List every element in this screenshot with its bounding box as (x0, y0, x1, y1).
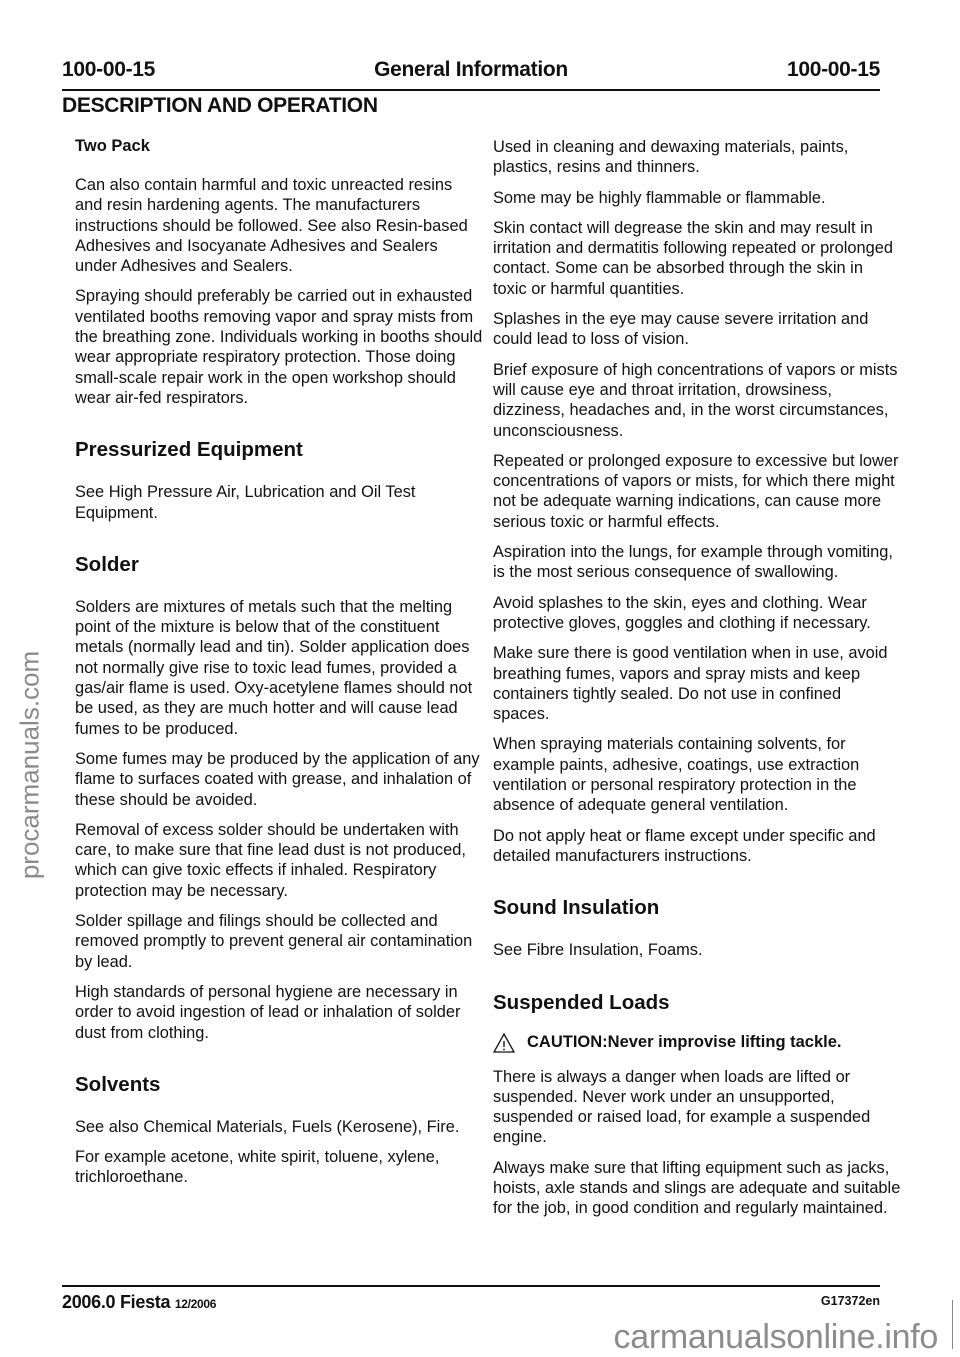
paragraph: Used in cleaning and dewaxing materials, paints, plastics, resins and thinners. (493, 138, 849, 177)
paragraph: Do not apply heat or flame except under specific and detailed manufacturers instructions. (493, 826, 876, 865)
paragraph: Removal of excess solder should be undertaken with care, to make sure that fine lead dust is not produced, which can give toxic effects if inhaled. Respiratory protection may be necessary. (75, 820, 466, 900)
paragraph: Spraying should preferably be carried out in exhausted ventilated booths removing vapor and spray mists from the breathing zone. Individuals working in booths should wear appropriate respiratory protection. Those doing small-scale repair work in the open workshop should wear air-fed respirators. (75, 287, 483, 407)
caution-notice (493, 1033, 901, 1053)
paragraph: Solder spillage and filings should be collected and removed promptly to prevent general air contamination by lead. (75, 912, 473, 971)
paragraph: Aspiration into the lungs, for example through vomiting, is the most serious consequence of swallowing. (493, 543, 893, 582)
paragraph: Some fumes may be produced by the application of any flame to surfaces coated with grease, and inhalation of these should be avoided. (75, 749, 480, 809)
header-title: General Information (374, 58, 568, 81)
paragraph: Some may be highly flammable or flammable. (493, 188, 826, 207)
footer-rule (62, 1285, 880, 1287)
section-title: DESCRIPTION AND OPERATION (62, 94, 378, 117)
left-column (75, 137, 483, 1198)
paragraph: Repeated or prolonged exposure to excessive but lower concentrations of vapors or mists, for which there might not be adequate warning indications, can cause more serious toxic or harmful effects. (493, 451, 899, 531)
paragraph: Splashes in the eye may cause severe irritation and could lead to loss of vision. (493, 310, 869, 349)
heading-two-pack: Two Pack (75, 137, 150, 155)
paragraph: Avoid splashes to the skin, eyes and clothing. Wear protective gloves, goggles and clothing if necessary. (493, 593, 871, 632)
paragraph: Make sure there is good ventilation when in use, avoid breathing fumes, vapors and spray mists and keep containers tightly sealed. Do not use in confined spaces. (493, 644, 888, 724)
heading-suspended-loads: Suspended Loads (493, 990, 670, 1014)
page-header (62, 58, 880, 88)
heading-solder: Solder (75, 552, 139, 576)
paragraph: Skin contact will degrease the skin and may result in irritation and dermatitis following repeated or prolonged contact. Some can be absorbed through the skin in toxic or harmful quantities. (493, 218, 893, 298)
section-code-left: 100-00-15 (62, 58, 156, 81)
footer-doc-code: G17372en (820, 1294, 880, 1308)
paragraph: See High Pressure Air, Lubrication and Oil Test Equipment. (75, 483, 416, 522)
paragraph: Can also contain harmful and toxic unreacted resins and resin hardening agents. The manufacturers instructions should be followed. See also Resin-based Adhesives and Isocyanate Adhesives and Sealers under Adhesives and Sealers. (75, 176, 468, 276)
paragraph: Solders are mixtures of metals such that the melting point of the mixture is below that of the constituent metals (normally lead and tin). Solder application does not normally give rise to toxic lead fumes, provided a gas/air flame is used. Oxy-acetylene flames should not be used, as they are much hotter and will cause lead fumes to be produced. (75, 597, 473, 738)
paragraph: There is always a danger when loads are lifted or suspended. Never work under an unsupported, suspended or raised load, for example a suspended engine. (493, 1067, 871, 1147)
paragraph: Brief exposure of high concentrations of vapors or mists will cause eye and throat irritation, drowsiness, dizziness, headaches and, in the worst circumstances, unconsciousness. (493, 360, 898, 440)
heading-sound-insulation: Sound Insulation (493, 896, 660, 920)
edge-line (952, 1300, 953, 1349)
bottom-watermark: carmanualsonline.info (613, 1318, 938, 1356)
heading-pressurized-equipment: Pressurized Equipment (75, 438, 303, 462)
footer-date: 12/2006 (174, 1297, 217, 1311)
right-column (493, 137, 901, 1229)
heading-solvents: Solvents (75, 1072, 161, 1096)
model-name: 2006.0 Fiesta (62, 1292, 171, 1312)
caution-text: CAUTION:Never improvise lifting tackle. (527, 1033, 842, 1051)
warning-triangle-icon (493, 1033, 515, 1053)
footer-model (62, 1292, 216, 1313)
paragraph: For example acetone, white spirit, toluene, xylene, trichloroethane. (75, 1148, 440, 1187)
side-watermark: procarmanuals.com (14, 650, 45, 880)
paragraph: Always make sure that lifting equipment such as jacks, hoists, axle stands and slings are adequate and suitable for the job, in good condition and regularly maintained. (493, 1158, 901, 1218)
section-code-right: 100-00-15 (786, 58, 880, 81)
header-rule (62, 89, 880, 91)
paragraph: High standards of personal hygiene are necessary in order to avoid ingestion of lead or inhalation of solder dust from clothing. (75, 982, 461, 1042)
paragraph: When spraying materials containing solvents, for example paints, adhesive, coatings, use extraction ventilation or personal respiratory protection in the absence of adequate general ventilation. (493, 735, 860, 815)
paragraph: See also Chemical Materials, Fuels (Kerosene), Fire. (75, 1117, 460, 1136)
paragraph: See Fibre Insulation, Foams. (493, 941, 703, 960)
